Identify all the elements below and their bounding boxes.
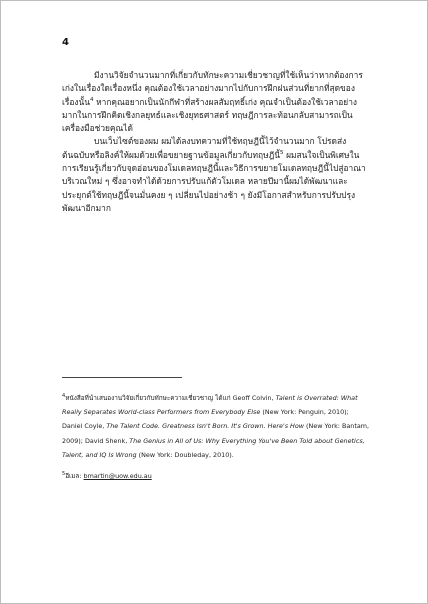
book-title: The Genius in All of Us: Why Everything You've Been Told about Genetics, Talent, and IQ Is Wrong xyxy=(62,436,365,459)
page-number: 4 xyxy=(62,37,69,48)
paragraph-text: ผมสนใจเป็นพิเศษในการเรียนรู้เกี่ยวกับจุดอ่อนของโมเดลทฤษฎีนี้และวิธีการขยายโมเดลทฤษฎีนี้ไปสู่อาณาบริเวณใหม่ ๆ ซึ่งอาจทำได้ด้วยการปรับแก้ตัวโมเดล หลายปีมานี้ผมได้พัฒนาและประยุกต์ใช้ทฤษฎีนี้จนมั่นคงย ๆ เปลี่ยนไปอย่างช้า ๆ ยังมีโอกาสสำหรับการปรับปรุงพัฒนาอีกมาก xyxy=(62,149,366,213)
footnote-ref[interactable]: 4 xyxy=(89,96,94,103)
paragraph xyxy=(62,135,370,215)
footnote-divider xyxy=(62,377,182,378)
book-title: The Talent Code. Greatness Isn't Born. It's Grown. Here's How xyxy=(106,422,305,431)
footnote-text: อีเมล: xyxy=(65,472,84,481)
footnote-text: (New York: Penguin, 2010); Daniel Coyle, xyxy=(62,408,349,431)
footnote xyxy=(62,469,370,483)
footnote xyxy=(62,391,370,462)
footnote-text: (New York: Bantam, 2009); David Shenk, xyxy=(62,422,370,445)
book-title: Talent is Overrated: What Really Separates World-class Performers from Everybody Else xyxy=(62,394,358,417)
footnote-ref[interactable]: 5 xyxy=(279,149,284,156)
footnotes xyxy=(62,391,370,483)
paragraph-text: มีงานวิจัยจำนวนมากที่เกี่ยวกับทักษะความเชี่ยวชาญที่ใช้เห็นว่าหากต้องการเก่งในเรื่องใดเรื่องหนึ่ง คุณต้องใช้เวลาอย่างมากไปกับการฝึกฝนส่วนที่ยากที่สุดของเรื่องนั้น xyxy=(62,70,363,107)
footnote-text: (New York: Doubleday, 2010). xyxy=(136,450,234,459)
body-text xyxy=(62,69,370,215)
footnote-text: หนังสือที่นำเสนองานวิจัยเกี่ยวกับทักษะความเชี่ยวชาญ ได้แก่ Geoff Colvin, xyxy=(65,394,276,402)
paragraph-text: บนเว็บไซต์ของผม ผมได้ลงบทความที่ใช้ทฤษฎีนี้ไว้จำนวนมาก โปรดส่งต้นฉบับหรือลิงค์ให้ผมด้วยเพื่อขยายฐานข้อมูลเกี่ยวกับทฤษฎีนี้ xyxy=(62,136,347,160)
paragraph-text: หากคุณอยากเป็นนักกีฬาที่สร้างผลสัมฤทธิ์เก่ง คุณจำเป็นต้องใช้เวลาอย่างมากในการฝึกคิดเชิงกลยุทธ์และเชิงยุทธศาสตร์ ทฤษฎีการละท้อนกลับสามารถเป็นเครื่องมือช่วยคุณได้ xyxy=(62,96,358,134)
footnote-mark: 5 xyxy=(62,470,66,477)
paragraph xyxy=(62,69,370,135)
email-link[interactable]: bmartin@uow.edu.au xyxy=(83,472,152,481)
footnote-mark: 4 xyxy=(62,392,66,399)
